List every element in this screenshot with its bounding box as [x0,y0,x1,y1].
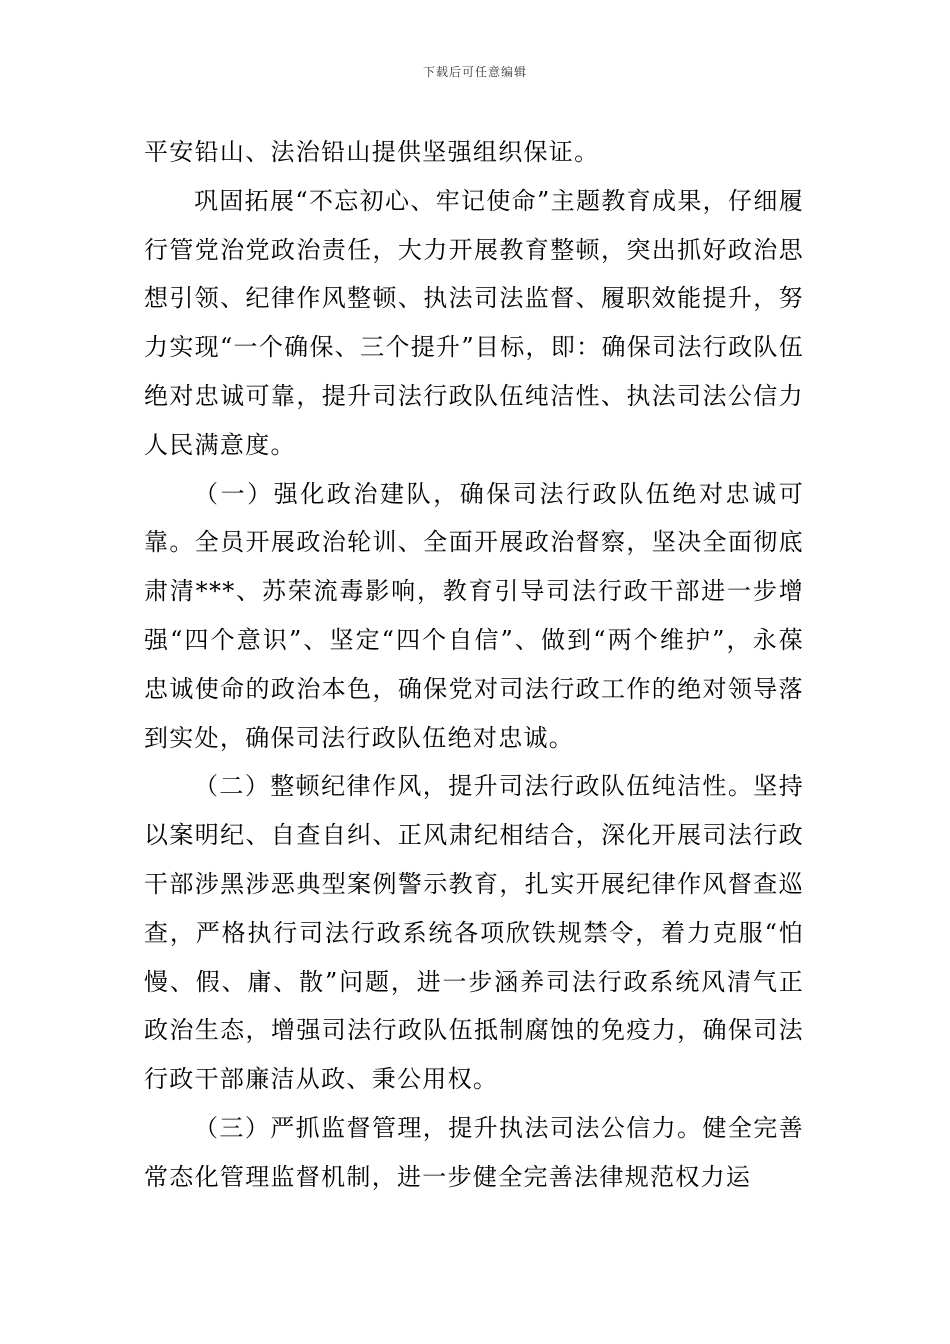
header-note: 下载后可任意编辑 [422,65,527,79]
paragraph-section-2: （二）整顿纪律作风，提升司法行政队伍纯洁性。坚持以案明纪、自查自纠、正风肃纪相结合，深化开展司法行政干部涉黑涉恶典型案例警示教育，扎实开展纪律作风督查巡查，严格执行司法行政系统各项欣铁规禁令，着力克服“怕慢、假、庸、散”问题，进一步涵养司法行政系统风清气正政治生态，增强司法行政队伍抵制腐蚀的免疫力，确保司法行政干部廉洁从政、秉公用权。 [144,772,804,1094]
document-body [144,128,804,1202]
paragraph-intro: 巩固拓展“不忘初心、牢记使命”主题教育成果，仔细履行管党治党政治责任，大力开展教育整顿，突出抓好政治思想引领、纪律作风整顿、执法司法监督、履职效能提升，努力实现“一个确保、三个提升”目标，即：确保司法行政队伍绝对忠诚可靠，提升司法行政队伍纯洁性、执法司法公信力人民满意度。 [144,186,804,459]
paragraph-section-3: （三）严抓监督管理，提升执法司法公信力。健全完善常态化管理监督机制，进一步健全完善法律规范权力运 [144,1113,804,1191]
paragraph-continuation: 平安铅山、法治铅山提供坚强组织保证。 [144,138,600,166]
paragraph-section-1: （一）强化政治建队，确保司法行政队伍绝对忠诚可靠。全员开展政治轮训、全面开展政治督察，坚决全面彻底肃清***、苏荣流毒影响，教育引导司法行政干部进一步增强“四个意识”、坚定“四个自信”、做到“两个维护”，永葆忠诚使命的政治本色，确保党对司法行政工作的绝对领导落到实处，确保司法行政队伍绝对忠诚。 [144,479,804,752]
